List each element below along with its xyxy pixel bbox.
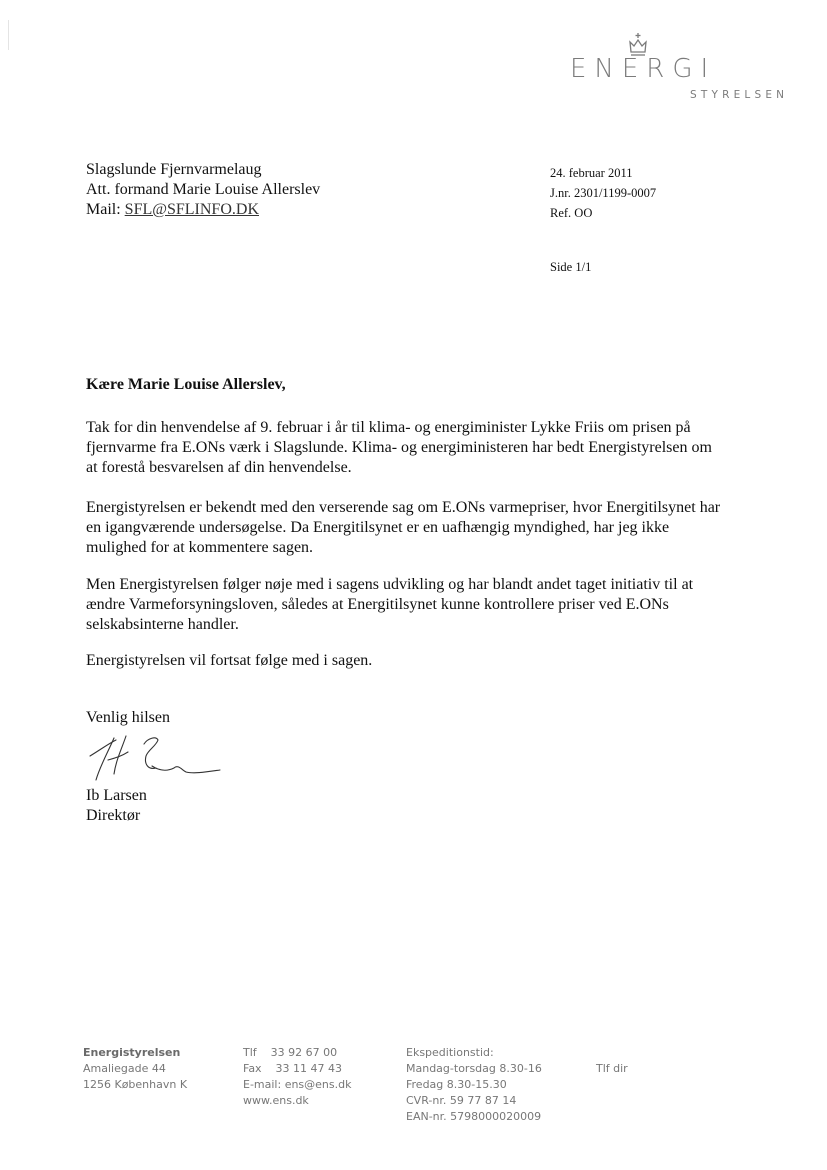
recipient-address xyxy=(86,160,320,220)
footer-street: Amaliegade 44 xyxy=(83,1062,166,1075)
email-link[interactable]: SFL@SFLINFO.DK xyxy=(124,201,259,218)
signer-title: Direktør xyxy=(86,807,141,824)
footer-web[interactable]: www.ens.dk xyxy=(243,1094,309,1107)
footer-ean: EAN-nr. 5798000020009 xyxy=(406,1110,542,1123)
recipient-name: Slagslunde Fjernvarmelaug xyxy=(86,161,262,178)
footer-cvr: CVR-nr. 59 77 87 14 xyxy=(406,1094,517,1107)
footer-email[interactable]: E-mail: ens@ens.dk xyxy=(243,1078,352,1091)
signer-name: Ib Larsen xyxy=(86,787,147,804)
footer-phone: Tlf 33 92 67 00 xyxy=(243,1046,338,1059)
signer-block xyxy=(86,786,147,826)
handwritten-signature xyxy=(86,730,226,790)
paragraph-3: Men Energistyrelsen følger nøje med i sagens udvikling og har blandt andet taget initiativ til at ændre Varmeforsyningsloven, således at Energitilsynet kunne kontrollere priser ved E.ONs selskabsinterne handler. xyxy=(86,576,694,633)
footer-city: 1256 København K xyxy=(83,1078,188,1091)
footer-direct-phone: Tlf dir xyxy=(596,1062,628,1075)
footer-hours-weekdays: Mandag-torsdag 8.30-16 xyxy=(406,1062,542,1075)
scan-edge-mark xyxy=(8,20,9,50)
reference: Ref. OO xyxy=(550,206,593,220)
page-number: Side 1/1 xyxy=(550,260,592,274)
recipient-attention: Att. formand Marie Louise Allerslev xyxy=(86,181,321,198)
closing: Venlig hilsen xyxy=(86,709,170,726)
recipient-mail xyxy=(86,200,320,220)
logo-subtitle: STYRELSEN xyxy=(690,89,789,101)
footer-address xyxy=(83,1045,187,1093)
footer-fax: Fax 33 11 47 43 xyxy=(243,1062,343,1075)
footer-hours-friday: Fredag 8.30-15.30 xyxy=(406,1078,507,1091)
logo-wordmark: ENERGI xyxy=(570,54,717,84)
paragraph-1: Tak for din henvendelse af 9. februar i år til klima- og energiminister Lykke Friis om prisen på fjernvarme fra E.ONs værk i Slagslunde. Klima- og energiministeren har bedt Energistyrelsen om at forestå besvarelsen af din henvendelse. xyxy=(86,419,712,476)
journal-number: J.nr. 2301/1199-0007 xyxy=(550,186,657,200)
footer-hours-label: Ekspeditionstid: xyxy=(406,1046,494,1059)
salutation: Kære Marie Louise Allerslev, xyxy=(86,376,286,393)
paragraph-2: Energistyrelsen er bekendt med den verserende sag om E.ONs varmepriser, hvor Energitilsynet har en igangværende undersøgelse. Da Energitilsynet er en uafhængig myndighed, har jeg ikke mulighed for at kommentere sagen. xyxy=(86,499,721,556)
paragraph-4: Energistyrelsen vil fortsat følge med i sagen. xyxy=(86,652,373,669)
footer-contact xyxy=(243,1045,351,1109)
letter-meta xyxy=(550,163,656,223)
mail-label: Mail: xyxy=(86,201,125,218)
footer-org-name: Energistyrelsen xyxy=(83,1046,181,1059)
footer-hours xyxy=(406,1045,542,1125)
letter-date: 24. februar 2011 xyxy=(550,166,633,180)
